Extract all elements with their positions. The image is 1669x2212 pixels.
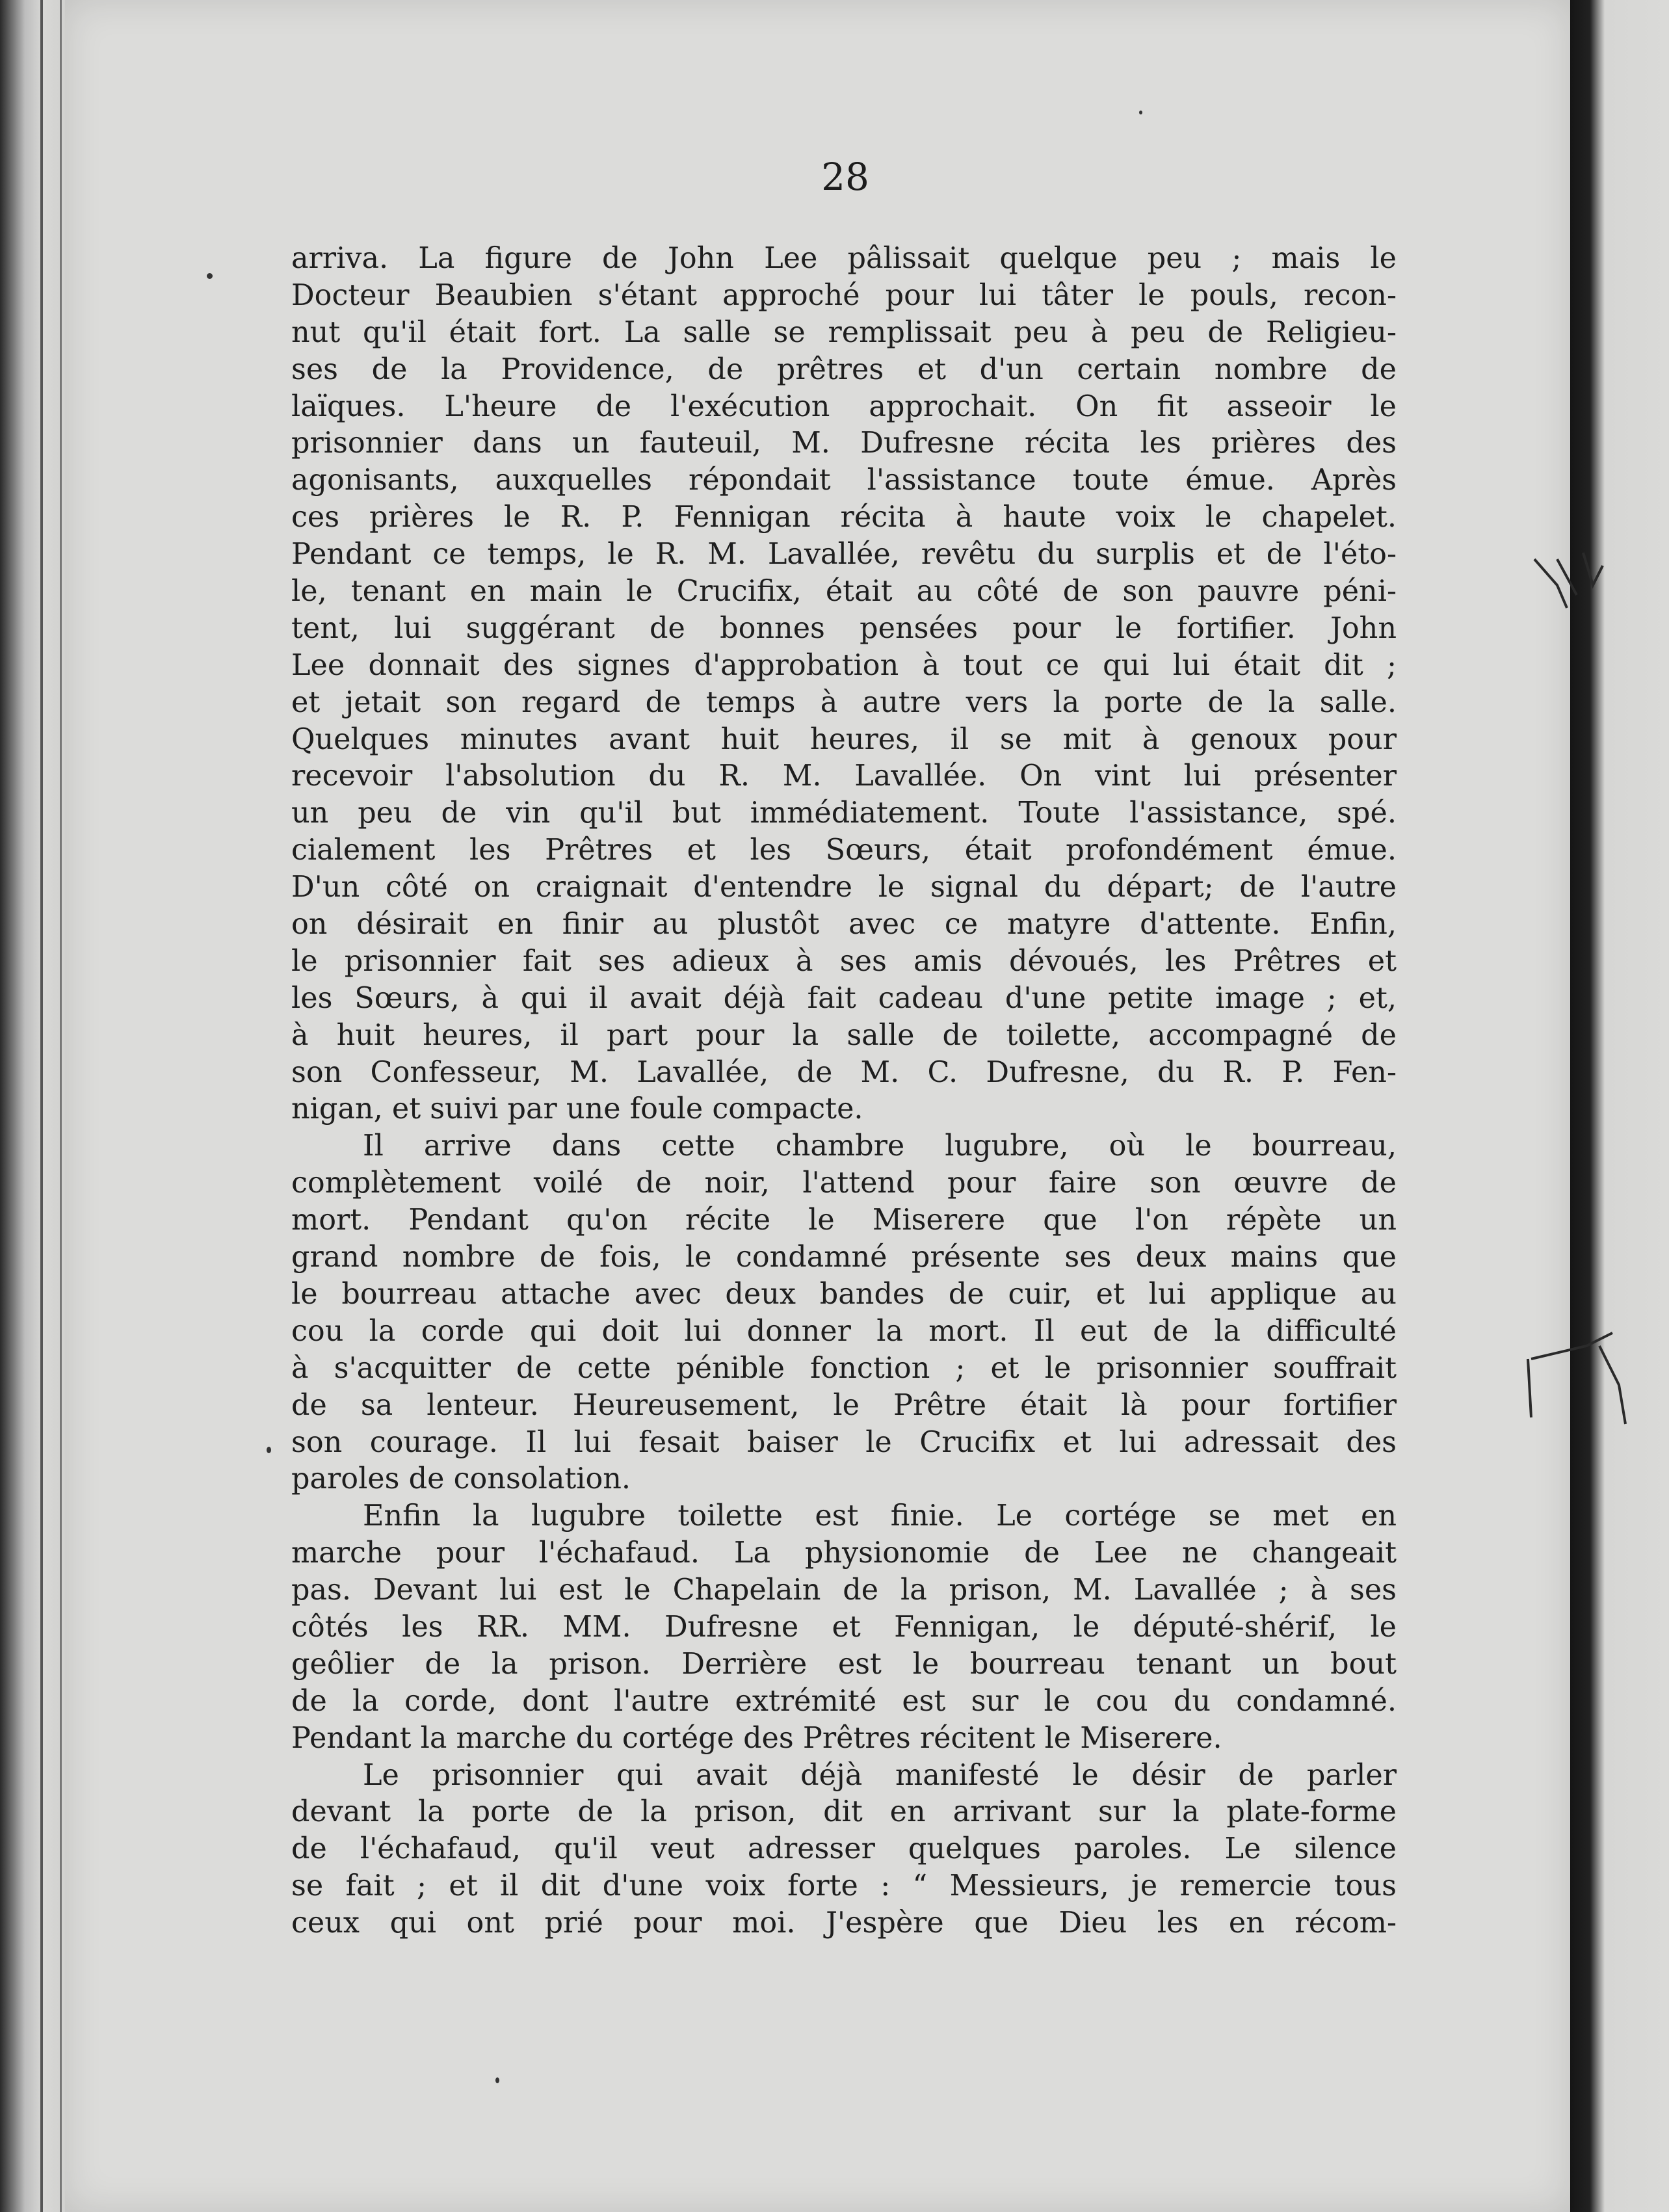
scan-speck: [267, 1447, 271, 1453]
text-line: un peu de vin qu'il but immédiatement. Toute l'assistance, spé.: [291, 797, 1397, 830]
text-line: le prisonnier fait ses adieux à ses amis dévoués, les Prêtres et: [291, 944, 1397, 978]
text-line: Lee donnait des signes d'approbation à tout ce qui lui était dit ;: [291, 648, 1397, 682]
text-line: pas. Devant lui est le Chapelain de la prison, M. Lavallée ; à ses: [291, 1573, 1397, 1607]
text-line: son Confesseur, M. Lavallée, de M. C. Dufresne, du R. P. Fen-: [291, 1055, 1397, 1089]
text-line: à huit heures, il part pour la salle de toilette, accompagné de: [291, 1018, 1397, 1052]
text-line: geôlier de la prison. Derrière est le bourreau tenant un bout: [291, 1647, 1397, 1681]
next-page-edge: [1570, 0, 1669, 2212]
text-line: nigan, et suivi par une foule compacte.: [291, 1092, 863, 1126]
text-line: D'un côté on craignait d'entendre le signal du départ; de l'autre: [291, 871, 1397, 904]
text-line: cou la corde qui doit lui donner la mort. Il eut de la difficulté: [291, 1314, 1397, 1348]
body-text: [291, 241, 1397, 1942]
text-line: mort. Pendant qu'on récite le Miserere que l'on répète un: [291, 1204, 1397, 1237]
text-line: de l'échafaud, qu'il veut adresser quelques paroles. Le silence: [291, 1832, 1397, 1866]
text-line: tent, lui suggérant de bonnes pensées pour le fortifier. John: [291, 611, 1397, 645]
text-line: Pendant la marche du cortége des Prêtres récitent le Miserere.: [291, 1721, 1222, 1755]
text-line: complètement voilé de noir, l'attend pour faire son œuvre de: [291, 1166, 1397, 1200]
text-line: à s'acquitter de cette pénible fonction ; et le prisonnier souffrait: [291, 1351, 1397, 1385]
text-line: ceux qui ont prié pour moi. J'espère que Dieu les en récom-: [291, 1906, 1397, 1940]
text-line: recevoir l'absolution du R. M. Lavallée. On vint lui présenter: [291, 759, 1397, 793]
text-line: se fait ; et il dit d'une voix forte : “ Messieurs, je remercie tous: [291, 1869, 1397, 1903]
margin-mark: [1515, 1320, 1645, 1437]
text-line: paroles de consolation.: [291, 1462, 631, 1496]
text-line: devant la porte de la prison, dit en arrivant sur la plate-forme: [291, 1795, 1397, 1829]
text-line: Quelques minutes avant huit heures, il se mit à genoux pour: [291, 722, 1397, 756]
text-line: agonisants, auxquelles répondait l'assistance toute émue. Après: [291, 464, 1397, 497]
page-number: 28: [821, 155, 869, 199]
text-line: nut qu'il était fort. La salle se remplissait peu à peu de Religieu-: [291, 315, 1397, 349]
text-line: Il arrive dans cette chambre lugubre, où le bourreau,: [363, 1129, 1397, 1163]
text-line: arriva. La figure de John Lee pâlissait quelque peu ; mais le: [291, 242, 1397, 275]
text-line: laïques. L'heure de l'exécution approchait. On fit asseoir le: [291, 389, 1397, 423]
binding-line: [40, 0, 43, 2212]
text-line: Docteur Beaubien s'étant approché pour lui tâter le pouls, recon-: [291, 278, 1397, 312]
scan-speck: [207, 273, 213, 279]
text-line: ces prières le R. P. Fennigan récita à haute voix le chapelet.: [291, 501, 1397, 534]
text-line: prisonnier dans un fauteuil, M. Dufresne récita les prières des: [291, 427, 1397, 460]
text-line: et jetait son regard de temps à autre vers la porte de la salle.: [291, 685, 1397, 719]
text-line: le, tenant en main le Crucifix, était au côté de son pauvre péni-: [291, 575, 1397, 609]
text-line: le bourreau attache avec deux bandes de cuir, et lui applique au: [291, 1277, 1397, 1311]
text-line: cialement les Prêtres et les Sœurs, était profondément émue.: [291, 834, 1397, 867]
text-line: Pendant ce temps, le R. M. Lavallée, revêtu du surplis et de l'éto-: [291, 538, 1397, 572]
text-line: de la corde, dont l'autre extrémité est sur le cou du condamné.: [291, 1684, 1397, 1718]
text-line: les Sœurs, à qui il avait déjà fait cadeau d'une petite image ; et,: [291, 981, 1397, 1015]
binding-line: [60, 0, 62, 2212]
text-line: marche pour l'échafaud. La physionomie de Lee ne changeait: [291, 1536, 1397, 1570]
text-line: côtés les RR. MM. Dufresne et Fennigan, le député-shérif, le: [291, 1610, 1397, 1644]
text-line: son courage. Il lui fesait baiser le Crucifix et lui adressait des: [291, 1425, 1397, 1459]
scan-speck: [495, 2077, 499, 2083]
text-line: Le prisonnier qui avait déjà manifesté le désir de parler: [363, 1758, 1397, 1792]
text-line: de sa lenteur. Heureusement, le Prêtre était là pour fortifier: [291, 1388, 1397, 1422]
margin-mark: [1531, 546, 1616, 618]
text-line: on désirait en finir au plustôt avec ce matyre d'attente. Enfin,: [291, 908, 1397, 941]
scan-speck: [1139, 111, 1142, 114]
text-line: ses de la Providence, de prêtres et d'un certain nombre de: [291, 352, 1397, 386]
text-line: Enfin la lugubre toilette est finie. Le cortége se met en: [363, 1499, 1397, 1533]
text-line: grand nombre de fois, le condamné présente ses deux mains que: [291, 1241, 1397, 1274]
